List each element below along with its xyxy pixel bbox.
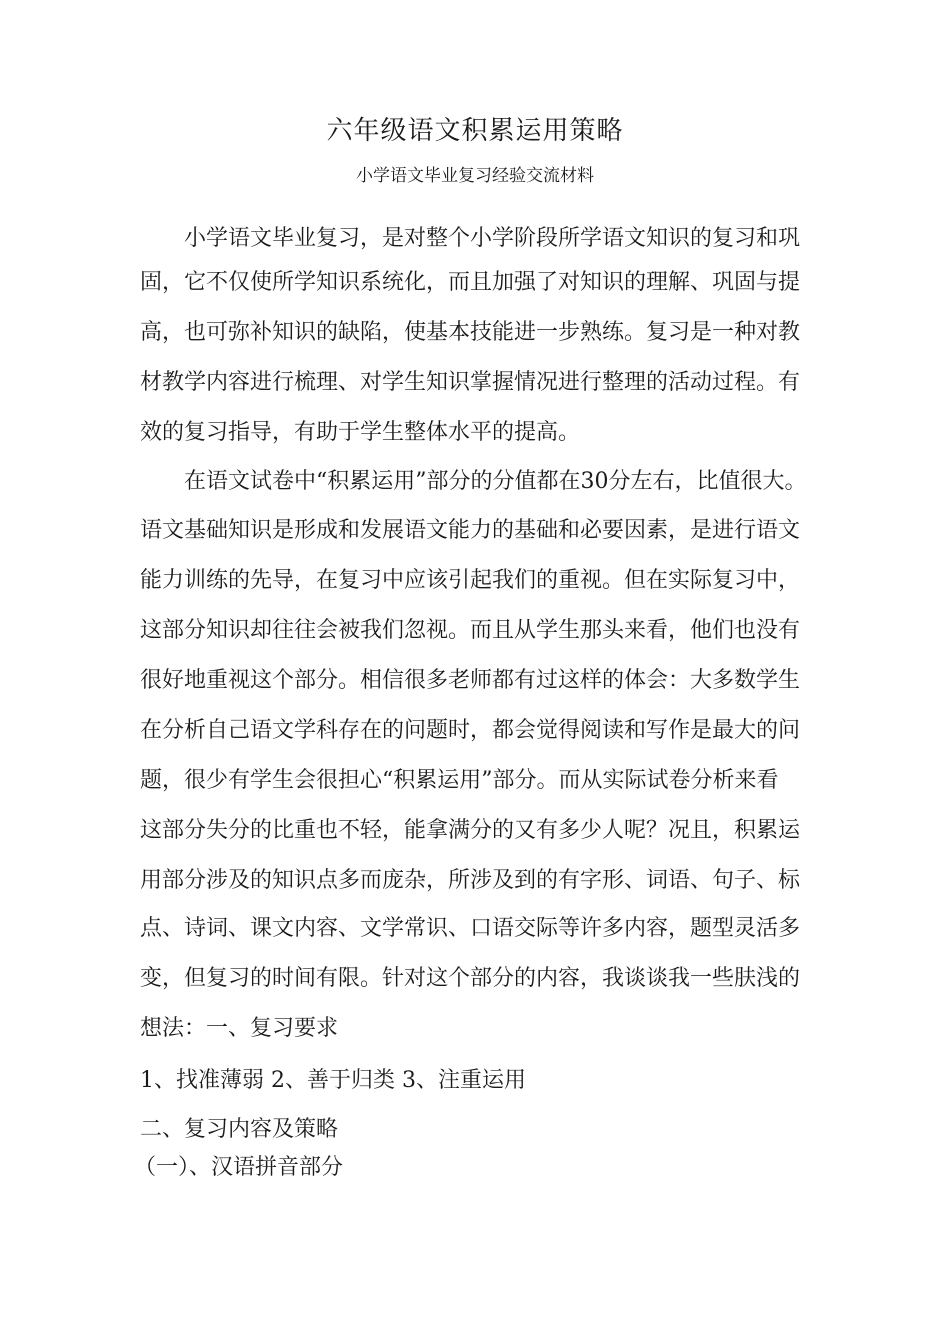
paragraph-2-line-7: 题，很少有学生会很担心“积累运用”部分。而从实际试卷分析来看 [140,768,779,793]
document-title: 六年级语文积累运用策略 [326,116,624,146]
section-2-heading: 二、复习内容及策略 [140,1117,339,1142]
paragraph-2-line-1: 在语文试卷中“积累运用”部分的分值都在30分左右，比值很大。 [184,469,807,494]
paragraph-2-line-11: 变，但复习的时间有限。针对这个部分的内容，我谈谈我一些肤浅的 [140,966,801,991]
paragraph-2-line-6: 在分析自己语文学科存在的问题时，都会觉得阅读和写作是最大的问 [140,718,801,743]
paragraph-2-line-9: 用部分涉及的知识点多而庞杂，所涉及到的有字形、词语、句子、标 [140,868,801,893]
paragraph-1-line-3: 高，也可弥补知识的缺陷，使基本技能进一步熟练。复习是一种对教 [140,320,801,345]
paragraph-2-line-12: 想法：一、复习要求 [140,1016,339,1041]
paragraph-2-line-8: 这部分失分的比重也不轻，能拿满分的又有多少人呢？况且，积累运 [140,818,801,843]
paragraph-2-line-5: 很好地重视这个部分。相信很多老师都有过这样的体会：大多数学生 [140,668,801,693]
paragraph-2-line-10: 点、诗词、课文内容、文学常识、口语交际等许多内容，题型灵活多 [140,916,801,941]
paragraph-1-line-2: 固，它不仅使所学知识系统化，而且加强了对知识的理解、巩固与提 [140,270,801,295]
paragraph-2-line-3: 能力训练的先导，在复习中应该引起我们的重视。但在实际复习中， [140,568,801,593]
subsection-1-heading: （一）、汉语拼音部分 [134,1155,344,1180]
paragraph-1-line-1: 小学语文毕业复习，是对整个小学阶段所学语文知识的复习和巩 [184,226,801,251]
paragraph-1-line-5: 效的复习指导，有助于学生整体水平的提高。 [140,420,581,445]
document-subtitle: 小学语文毕业复习经验交流材料 [356,166,594,186]
paragraph-1-line-4: 材教学内容进行梳理、对学生知识掌握情况进行整理的活动过程。有 [140,370,801,395]
paragraph-2-line-2: 语文基础知识是形成和发展语文能力的基础和必要因素，是进行语文 [140,518,801,543]
requirements-list: 1、找准薄弱 2、善于归类 3、注重运用 [140,1068,526,1093]
paragraph-2-line-4: 这部分知识却往往会被我们忽视。而且从学生那头来看，他们也没有 [140,618,801,643]
